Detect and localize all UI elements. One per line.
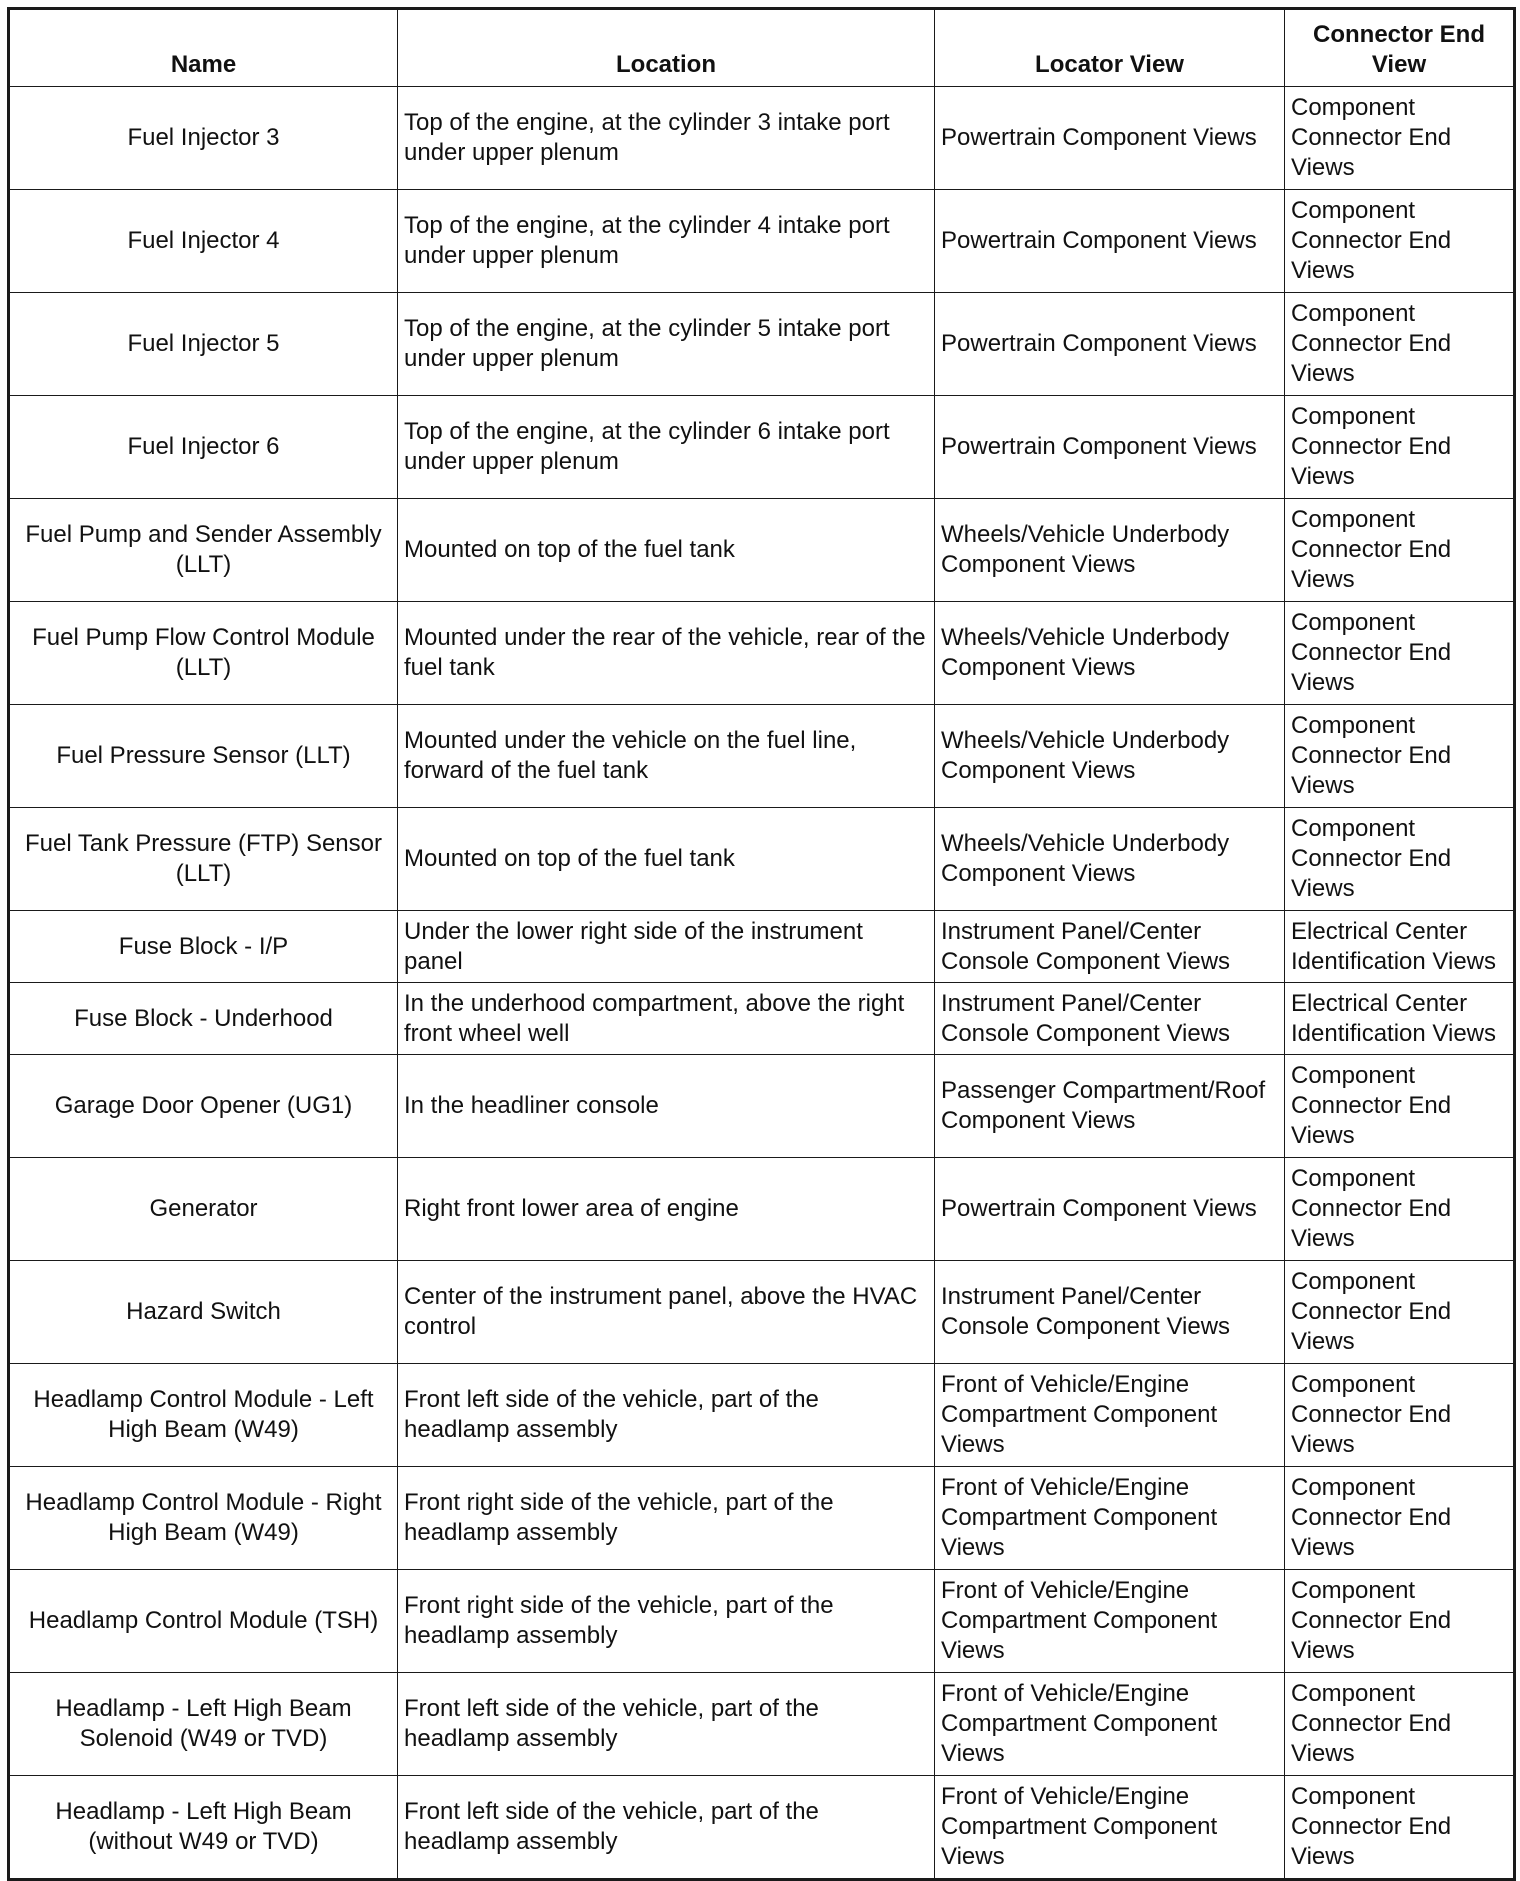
cell-name: Headlamp - Left High Beam (without W49 or TVD) bbox=[9, 1776, 398, 1880]
cell-name: Hazard Switch bbox=[9, 1261, 398, 1364]
component-locator-sheet bbox=[7, 7, 1513, 1870]
cell-location: Mounted on top of the fuel tank bbox=[398, 499, 935, 602]
cell-location: Front right side of the vehicle, part of the headlamp assembly bbox=[398, 1467, 935, 1570]
table-row bbox=[9, 1364, 1515, 1467]
header-connector-end-view: Connector End View bbox=[1285, 9, 1515, 87]
cell-locator-view: Powertrain Component Views bbox=[935, 293, 1285, 396]
cell-location: Front left side of the vehicle, part of the headlamp assembly bbox=[398, 1776, 935, 1880]
table-row bbox=[9, 983, 1515, 1055]
cell-connector-end-view: Component Connector End Views bbox=[1285, 705, 1515, 808]
cell-name: Fuel Tank Pressure (FTP) Sensor (LLT) bbox=[9, 808, 398, 911]
cell-location: In the headliner console bbox=[398, 1055, 935, 1158]
cell-locator-view: Wheels/Vehicle Underbody Component Views bbox=[935, 705, 1285, 808]
table-row bbox=[9, 293, 1515, 396]
component-locator-table bbox=[7, 7, 1516, 1881]
cell-location: Mounted under the vehicle on the fuel line, forward of the fuel tank bbox=[398, 705, 935, 808]
cell-location: Top of the engine, at the cylinder 4 intake port under upper plenum bbox=[398, 190, 935, 293]
cell-connector-end-view: Component Connector End Views bbox=[1285, 499, 1515, 602]
cell-locator-view: Front of Vehicle/Engine Compartment Component Views bbox=[935, 1570, 1285, 1673]
cell-location: Center of the instrument panel, above the HVAC control bbox=[398, 1261, 935, 1364]
table-row bbox=[9, 1570, 1515, 1673]
cell-connector-end-view: Component Connector End Views bbox=[1285, 1364, 1515, 1467]
cell-locator-view: Powertrain Component Views bbox=[935, 87, 1285, 190]
table-row bbox=[9, 1158, 1515, 1261]
cell-connector-end-view: Component Connector End Views bbox=[1285, 1055, 1515, 1158]
cell-connector-end-view: Electrical Center Identification Views bbox=[1285, 983, 1515, 1055]
cell-connector-end-view: Component Connector End Views bbox=[1285, 1158, 1515, 1261]
cell-connector-end-view: Component Connector End Views bbox=[1285, 1776, 1515, 1880]
cell-location: Right front lower area of engine bbox=[398, 1158, 935, 1261]
table-row bbox=[9, 705, 1515, 808]
cell-connector-end-view: Component Connector End Views bbox=[1285, 1570, 1515, 1673]
cell-locator-view: Instrument Panel/Center Console Component Views bbox=[935, 1261, 1285, 1364]
cell-name: Fuel Injector 5 bbox=[9, 293, 398, 396]
cell-locator-view: Front of Vehicle/Engine Compartment Component Views bbox=[935, 1467, 1285, 1570]
table-row bbox=[9, 1776, 1515, 1880]
cell-connector-end-view: Component Connector End Views bbox=[1285, 1261, 1515, 1364]
header-name: Name bbox=[9, 9, 398, 87]
cell-name: Fuel Pump Flow Control Module (LLT) bbox=[9, 602, 398, 705]
cell-name: Headlamp Control Module (TSH) bbox=[9, 1570, 398, 1673]
table-row bbox=[9, 602, 1515, 705]
cell-connector-end-view: Component Connector End Views bbox=[1285, 1673, 1515, 1776]
cell-name: Fuel Pressure Sensor (LLT) bbox=[9, 705, 398, 808]
cell-locator-view: Instrument Panel/Center Console Component Views bbox=[935, 911, 1285, 983]
cell-name: Headlamp - Left High Beam Solenoid (W49 or TVD) bbox=[9, 1673, 398, 1776]
cell-name: Garage Door Opener (UG1) bbox=[9, 1055, 398, 1158]
cell-connector-end-view: Component Connector End Views bbox=[1285, 396, 1515, 499]
table-row bbox=[9, 396, 1515, 499]
cell-name: Fuel Pump and Sender Assembly (LLT) bbox=[9, 499, 398, 602]
cell-locator-view: Powertrain Component Views bbox=[935, 396, 1285, 499]
cell-location: Mounted under the rear of the vehicle, rear of the fuel tank bbox=[398, 602, 935, 705]
cell-name: Headlamp Control Module - Right High Beam (W49) bbox=[9, 1467, 398, 1570]
cell-name: Headlamp Control Module - Left High Beam (W49) bbox=[9, 1364, 398, 1467]
table-row bbox=[9, 1261, 1515, 1364]
table-row bbox=[9, 911, 1515, 983]
cell-name: Generator bbox=[9, 1158, 398, 1261]
cell-name: Fuel Injector 4 bbox=[9, 190, 398, 293]
cell-connector-end-view: Component Connector End Views bbox=[1285, 87, 1515, 190]
cell-location: Mounted on top of the fuel tank bbox=[398, 808, 935, 911]
header-location: Location bbox=[398, 9, 935, 87]
cell-location: Front right side of the vehicle, part of the headlamp assembly bbox=[398, 1570, 935, 1673]
cell-location: In the underhood compartment, above the right front wheel well bbox=[398, 983, 935, 1055]
cell-locator-view: Front of Vehicle/Engine Compartment Component Views bbox=[935, 1673, 1285, 1776]
cell-name: Fuse Block - I/P bbox=[9, 911, 398, 983]
cell-locator-view: Wheels/Vehicle Underbody Component Views bbox=[935, 808, 1285, 911]
table-row bbox=[9, 1467, 1515, 1570]
cell-location: Top of the engine, at the cylinder 5 intake port under upper plenum bbox=[398, 293, 935, 396]
cell-location: Front left side of the vehicle, part of the headlamp assembly bbox=[398, 1364, 935, 1467]
cell-connector-end-view: Component Connector End Views bbox=[1285, 808, 1515, 911]
table-row bbox=[9, 1055, 1515, 1158]
cell-locator-view: Front of Vehicle/Engine Compartment Component Views bbox=[935, 1364, 1285, 1467]
cell-location: Top of the engine, at the cylinder 3 intake port under upper plenum bbox=[398, 87, 935, 190]
cell-locator-view: Wheels/Vehicle Underbody Component Views bbox=[935, 602, 1285, 705]
cell-connector-end-view: Component Connector End Views bbox=[1285, 293, 1515, 396]
table-row bbox=[9, 1673, 1515, 1776]
cell-locator-view: Powertrain Component Views bbox=[935, 190, 1285, 293]
cell-locator-view: Passenger Compartment/Roof Component Views bbox=[935, 1055, 1285, 1158]
cell-location: Under the lower right side of the instrument panel bbox=[398, 911, 935, 983]
header-locator-view: Locator View bbox=[935, 9, 1285, 87]
cell-connector-end-view: Component Connector End Views bbox=[1285, 602, 1515, 705]
table-row bbox=[9, 87, 1515, 190]
cell-connector-end-view: Component Connector End Views bbox=[1285, 190, 1515, 293]
cell-locator-view: Powertrain Component Views bbox=[935, 1158, 1285, 1261]
table-row bbox=[9, 808, 1515, 911]
cell-name: Fuel Injector 6 bbox=[9, 396, 398, 499]
table-header-row bbox=[9, 9, 1515, 87]
cell-locator-view: Wheels/Vehicle Underbody Component Views bbox=[935, 499, 1285, 602]
cell-name: Fuel Injector 3 bbox=[9, 87, 398, 190]
cell-locator-view: Instrument Panel/Center Console Component Views bbox=[935, 983, 1285, 1055]
table-row bbox=[9, 190, 1515, 293]
cell-connector-end-view: Component Connector End Views bbox=[1285, 1467, 1515, 1570]
cell-location: Front left side of the vehicle, part of the headlamp assembly bbox=[398, 1673, 935, 1776]
cell-locator-view: Front of Vehicle/Engine Compartment Component Views bbox=[935, 1776, 1285, 1880]
cell-name: Fuse Block - Underhood bbox=[9, 983, 398, 1055]
cell-connector-end-view: Electrical Center Identification Views bbox=[1285, 911, 1515, 983]
cell-location: Top of the engine, at the cylinder 6 intake port under upper plenum bbox=[398, 396, 935, 499]
table-row bbox=[9, 499, 1515, 602]
